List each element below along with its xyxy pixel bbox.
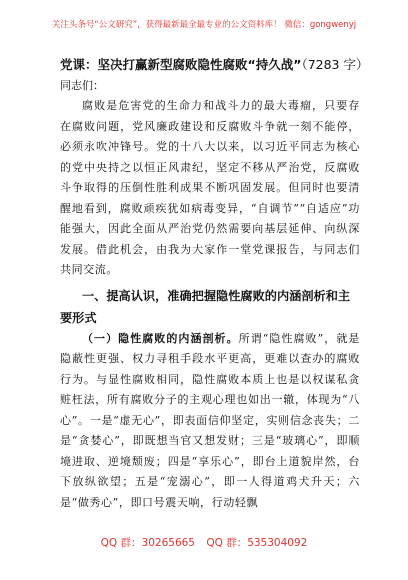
footer	[0, 535, 408, 550]
section-1-heading: 一、提高认识，准确把握隐性腐败的内涵剖析和主要形式	[60, 288, 351, 325]
salutation: 同志们：	[60, 79, 104, 92]
document-body	[60, 56, 369, 513]
intro-paragraph: 腐败是危害党的生命力和战斗力的最大毒瘤，只要存在腐败问题，党风廉政建设和反腐败斗争就一刻不能停，必须永吹冲锋号。党的十八大以来，以习近平同志为核心的党中央持之以恒正风肃纪，坚定不移从严治党，反腐败斗争取得的压倒性胜利成果不断巩固发展。但同时也要清醒地看到，腐败顽疾犹如病毒变异，“自调节”“自适应”功能强大，因此全面从严治党仍然需要向基层延伸、向纵深发展。借此机会，由我为大家作一堂党课报告，与同志们共同交流。	[60, 99, 360, 276]
subsection-1-heading: （一）隐性腐败的内涵剖析。	[82, 331, 239, 345]
header-banner: 关注头条号“公文研究”，获得最新最全最专业的公文资料库！ 微信：gongwenyj	[51, 20, 357, 30]
word-count: （7283 字）	[301, 57, 369, 72]
footer-qq-group-2: QQ 群：535304092	[206, 537, 308, 549]
subsection-1-text: 所谓“隐性腐败”，就是隐蔽性更强、权力寻租手段水平更高，更难以查办的腐败行为。与显性腐败相同，隐性腐败本质上也是以权谋私贪赃枉法，所有腐败分子的主观心理也如出一辙，体现为“八心”。一是“虚无心”，即表面信仰坚定，实则信念丧失；二是“贪婪心”，即既想当官又想发财；三是“玻璃心”，即顺境进取、逆境颓废；四是“享乐心”，即台上道貌岸然，台下放纵欲望；五是“宠溺心”，即一人得道鸡犬升天；六是“做秀心”，即口号震天响，行动轻飘	[60, 331, 360, 509]
document-title	[60, 56, 369, 74]
subsection-1-paragraph	[60, 329, 360, 514]
footer-qq-group-1: QQ 群：30265665	[100, 537, 195, 549]
title-text: 党课：坚决打赢新型腐败隐性腐败“持久战”	[60, 57, 302, 72]
